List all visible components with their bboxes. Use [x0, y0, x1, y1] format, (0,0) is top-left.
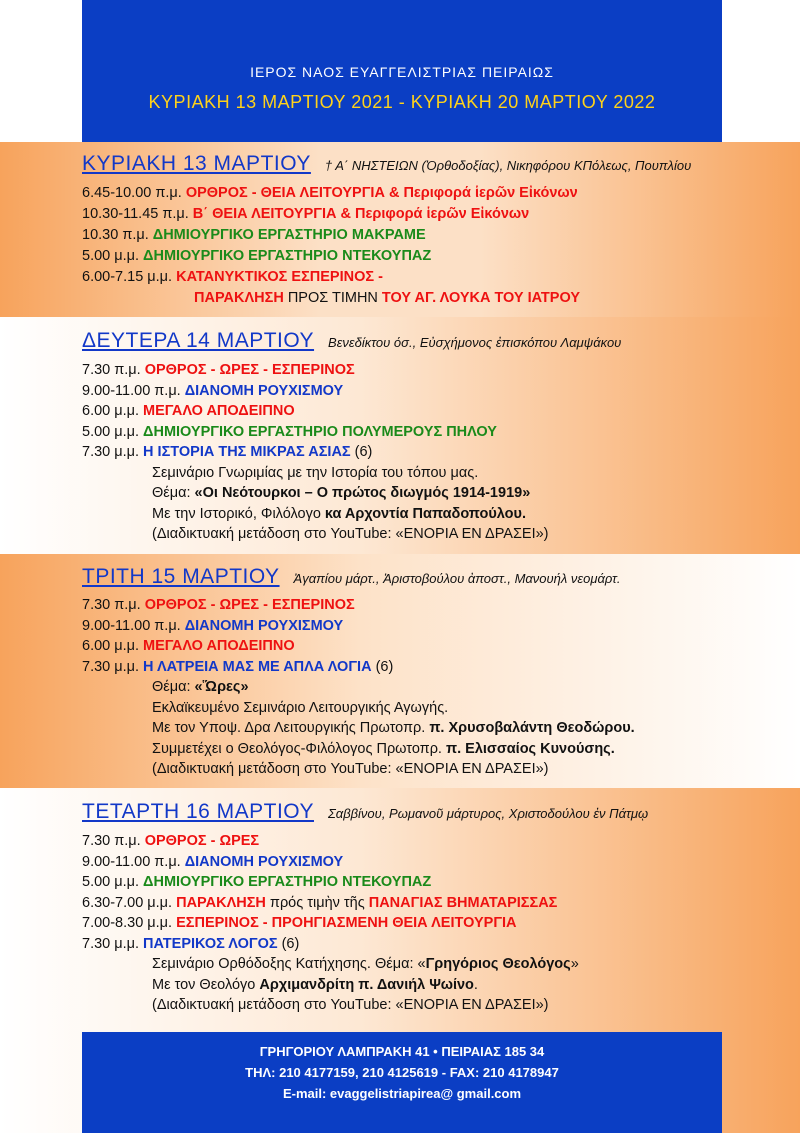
day-title: ΤΕΤΑΡΤΗ 16 ΜΑΡΤΙΟΥ [82, 800, 314, 823]
schedule-line [82, 269, 383, 285]
schedule-line [194, 290, 580, 306]
line-segment: ΜΕΓΑΛΟ ΑΠΟΔΕΙΠΝΟ [143, 638, 295, 654]
church-name: ΙΕΡΟΣ ΝΑΟΣ ΕΥΑΓΓΕΛΙΣΤΡΙΑΣ ΠΕΙΡΑΙΩΣ [250, 64, 554, 80]
line-segment: Με τον Υποψ. Δρα Λειτουργικής Πρωτοπρ. [152, 720, 430, 736]
line-segment: 7.30 π.μ. [82, 362, 145, 378]
line-segment: Θέμα: [152, 485, 195, 501]
line-segment: ΔΗΜΙΟΥΡΓΙΚΟ ΕΡΓΑΣΤΗΡΙΟ ΝΤΕΚΟΥΠΑΖ [143, 248, 432, 264]
line-segment: πρός τιμὴν τῆς [265, 894, 369, 911]
line-segment: 7.00-8.30 μ.μ. [82, 915, 177, 931]
schedule-line [82, 248, 431, 264]
schedule-line [152, 506, 526, 522]
line-segment: Αρχιμανδρίτη π. Δανιήλ Ψωίνο [259, 976, 474, 993]
line-segment: 6.00 μ.μ. [82, 403, 144, 419]
line-segment: Β΄ ΘΕΙΑ ΛΕΙΤΟΥΡΓΙΑ & Περιφορά ἱερῶν Εἰκόνων [192, 206, 530, 222]
line-segment: ΔΗΜΙΟΥΡΓΙΚΟ ΕΡΓΑΣΤΗΡΙΟ ΝΤΕΚΟΥΠΑΖ [143, 874, 432, 890]
line-segment: Θέμα: [152, 679, 195, 695]
line-segment: 5.00 μ.μ. [82, 423, 144, 440]
schedule-line [82, 854, 343, 870]
line-segment: Εκλαϊκευμένο Σεμινάριο Λειτουργικής Αγωγής. [152, 699, 449, 716]
line-segment: ΔΙΑΝΟΜΗ ΡΟΥΧΙΣΜΟΥ [184, 853, 344, 870]
day-saints: † Α΄ ΝΗΣΤΕΙΩΝ (Ὀρθοδοξίας), Νικηφόρου ΚΠόλεως, Πουπλίου [324, 158, 692, 173]
day-header [82, 565, 800, 589]
line-segment: 5.00 μ.μ. [82, 248, 144, 264]
line-segment: ΕΣΠΕΡΙΝΟΣ - ΠΡΟΗΓΙΑΣΜΕΝΗ ΘΕΙΑ ΛΕΙΤΟΥΡΓΙΑ [176, 915, 517, 931]
schedule-line [82, 362, 355, 378]
schedule-line [82, 597, 355, 613]
line-segment: Γρηγόριος Θεολόγος [425, 956, 571, 972]
schedule-line [152, 741, 615, 757]
line-segment: 9.00-11.00 π.μ. [82, 853, 185, 870]
line-segment: 10.30-11.45 π.μ. [82, 206, 193, 222]
day-title: ΚΥΡΙΑΚΗ 13 ΜΑΡΤΙΟΥ [82, 152, 311, 175]
schedule-line [82, 383, 343, 399]
header-banner [82, 0, 722, 142]
line-segment: 9.00-11.00 π.μ. [82, 382, 185, 399]
line-segment: Η ΛΑΤΡΕΙΑ ΜΑΣ ΜΕ ΑΠΛΑ ΛΟΓΙΑ [143, 658, 372, 675]
line-segment: «Ὥρες» [194, 679, 249, 695]
line-segment: 7.30 μ.μ. [82, 935, 144, 952]
day-saints: Σαββίνου, Ρωμανοῦ μάρτυρος, Χριστοδούλου ἐν Πάτμῳ [327, 806, 649, 821]
schedule-line [152, 485, 530, 501]
line-segment: 5.00 μ.μ. [82, 874, 144, 890]
line-segment: ΠΑΡΑΚΛΗΣΗ [194, 290, 284, 306]
line-segment: ΔΙΑΝΟΜΗ ΡΟΥΧΙΣΜΟΥ [184, 617, 344, 634]
line-segment: ΠΡΟΣ ΤΙΜΗΝ [283, 290, 382, 306]
schedule-line [82, 833, 259, 849]
email: E-mail: evaggelistriapirea@ gmail.com [282, 1086, 522, 1101]
line-segment: ΔΗΜΙΟΥΡΓΙΚΟ ΕΡΓΑΣΤΗΡΙΟ ΜΑΚΡΑΜΕ [152, 227, 426, 243]
address: ΓΡΗΓΟΡΙΟΥ ΛΑΜΠΡΑΚΗ 41 • ΠΕΙΡΑΙΑΣ 185 34 [259, 1044, 545, 1059]
line-segment: ΠΑΤΕΡΙΚΟΣ ΛΟΓΟΣ [143, 935, 278, 952]
line-segment: 10.30 π.μ. [82, 227, 153, 243]
day-header [82, 329, 800, 353]
schedule-line [82, 638, 295, 654]
line-segment: 9.00-11.00 π.μ. [82, 617, 185, 634]
schedule-line [152, 761, 549, 777]
line-segment: ΚΑΤΑΝΥΚΤΙΚΟΣ ΕΣΠΕΡΙΝΟΣ - [176, 269, 383, 285]
day-title: ΤΡΙΤΗ 15 ΜΑΡΤΙΟΥ [82, 565, 280, 588]
line-segment: «Οι Νεότουρκοι – Ο πρώτος διωγμός 1914-1919» [194, 485, 531, 501]
schedule-line [152, 977, 478, 993]
schedule-line [152, 465, 478, 481]
schedule-line [152, 956, 579, 972]
line-segment: 7.30 μ.μ. [82, 444, 144, 460]
schedule-line [152, 700, 448, 716]
line-segment: (6) [277, 935, 300, 952]
line-segment: ΟΡΘΡΟΣ - ΘΕΙΑ ΛΕΙΤΟΥΡΓΙΑ & Περιφορά ἱερῶν Εἰκόνων [185, 185, 578, 201]
date-range: ΚΥΡΙΑΚΗ 13 ΜΑΡΤΙΟΥ 2021 - ΚΥΡΙΑΚΗ 20 ΜΑΡΤΙΟΥ 2022 [148, 92, 656, 112]
line-segment: (6) [371, 658, 394, 675]
line-segment: ΤΟΥ ΑΓ. ΛΟΥΚΑ ΤΟΥ ΙΑΤΡΟΥ [381, 290, 581, 306]
day-header [82, 152, 800, 176]
line-segment: (Διαδικτυακή μετάδοση στο YouTube: «ΕΝΟΡΙΑ ΕΝ ΔΡΑΣΕΙ») [152, 761, 549, 777]
schedule-line [82, 936, 299, 952]
schedule-line [82, 206, 529, 222]
schedule-line [152, 679, 249, 695]
line-segment: 6.00-7.15 μ.μ. [82, 269, 177, 285]
line-segment: ΠΑΝΑΓΙΑΣ ΒΗΜΑΤΑΡΙΣΣΑΣ [368, 894, 558, 911]
day-saints: Βενεδίκτου όσ., Εὐσχήμονος ἐπισκόπου Λαμψάκου [328, 335, 622, 350]
line-segment: ΟΡΘΡΟΣ - ΩΡΕΣ [144, 833, 260, 849]
line-segment: κα Αρχοντία Παπαδοπούλου. [324, 505, 527, 522]
schedule-line [152, 997, 549, 1013]
line-segment: Σεμινάριο Γνωριμίας με την Ιστορία του τόπου μας. [152, 464, 479, 481]
schedule-line [152, 526, 549, 542]
line-segment: (Διαδικτυακή μετάδοση στο YouTube: «ΕΝΟΡΙΑ ΕΝ ΔΡΑΣΕΙ») [152, 526, 549, 542]
day-title: ΔΕΥΤΕΡΑ 14 ΜΑΡΤΙΟΥ [82, 329, 315, 352]
schedule-line [82, 874, 431, 890]
line-segment: ΟΡΘΡΟΣ - ΩΡΕΣ - ΕΣΠΕΡΙΝΟΣ [144, 597, 355, 613]
line-segment: » [570, 956, 579, 972]
line-segment: ΜΕΓΑΛΟ ΑΠΟΔΕΙΠΝΟ [143, 403, 295, 419]
footer-banner [82, 1032, 722, 1133]
line-segment: . [473, 976, 478, 993]
line-segment: ΔΗΜΙΟΥΡΓΙΚΟ ΕΡΓΑΣΤΗΡΙΟ ΠΟΛΥΜΕΡΟΥΣ ΠΗΛΟΥ [143, 423, 497, 440]
line-segment: Σεμινάριο Ορθόδοξης Κατήχησης. Θέμα: « [152, 956, 426, 972]
schedule-line [82, 403, 295, 419]
phone: ΤΗΛ: 210 4177159, 210 4125619 - FAX: 210 4178947 [245, 1065, 559, 1080]
day-header [82, 800, 800, 824]
line-segment: ΟΡΘΡΟΣ - ΩΡΕΣ - ΕΣΠΕΡΙΝΟΣ [144, 362, 355, 378]
schedule-line [152, 720, 635, 736]
schedule-line [82, 424, 497, 440]
line-segment: (Διαδικτυακή μετάδοση στο YouTube: «ΕΝΟΡΙΑ ΕΝ ΔΡΑΣΕΙ») [152, 997, 549, 1013]
day-saints: Ἀγαπίου μάρτ., Ἀριστοβούλου ἀποστ., Μανουήλ νεομάρτ. [293, 571, 621, 586]
line-segment: Η ΙΣΤΟΡΙΑ ΤΗΣ ΜΙΚΡΑΣ ΑΣΙΑΣ [143, 444, 351, 460]
line-segment: (6) [350, 444, 373, 460]
line-segment: 6.45-10.00 π.μ. [82, 185, 186, 201]
schedule-line [82, 915, 517, 931]
line-segment: π. Ελισσαίος Κυνούσης. [446, 740, 615, 757]
schedule-line [82, 618, 343, 634]
line-segment: ΠΑΡΑΚΛΗΣΗ [176, 894, 266, 911]
line-segment: Με τον Θεολόγο [152, 976, 260, 993]
schedule-line [82, 659, 393, 675]
line-segment: 7.30 μ.μ. [82, 658, 144, 675]
line-segment: ΔΙΑΝΟΜΗ ΡΟΥΧΙΣΜΟΥ [184, 382, 344, 399]
line-segment: 7.30 π.μ. [82, 597, 145, 613]
line-segment: Με την Ιστορικό, Φιλόλογο [152, 505, 325, 522]
line-segment: 6.30-7.00 μ.μ. [82, 894, 177, 911]
line-segment: π. Χρυσοβαλάντη Θεοδώρου. [429, 720, 635, 736]
schedule-line [82, 185, 578, 201]
schedule-line [82, 895, 557, 911]
line-segment: 7.30 π.μ. [82, 833, 145, 849]
line-segment: 6.00 μ.μ. [82, 638, 144, 654]
schedule-line [82, 444, 372, 460]
schedule-line [82, 227, 426, 243]
line-segment: Συμμετέχει ο Θεολόγος-Φιλόλογος Πρωτοπρ. [152, 740, 446, 757]
